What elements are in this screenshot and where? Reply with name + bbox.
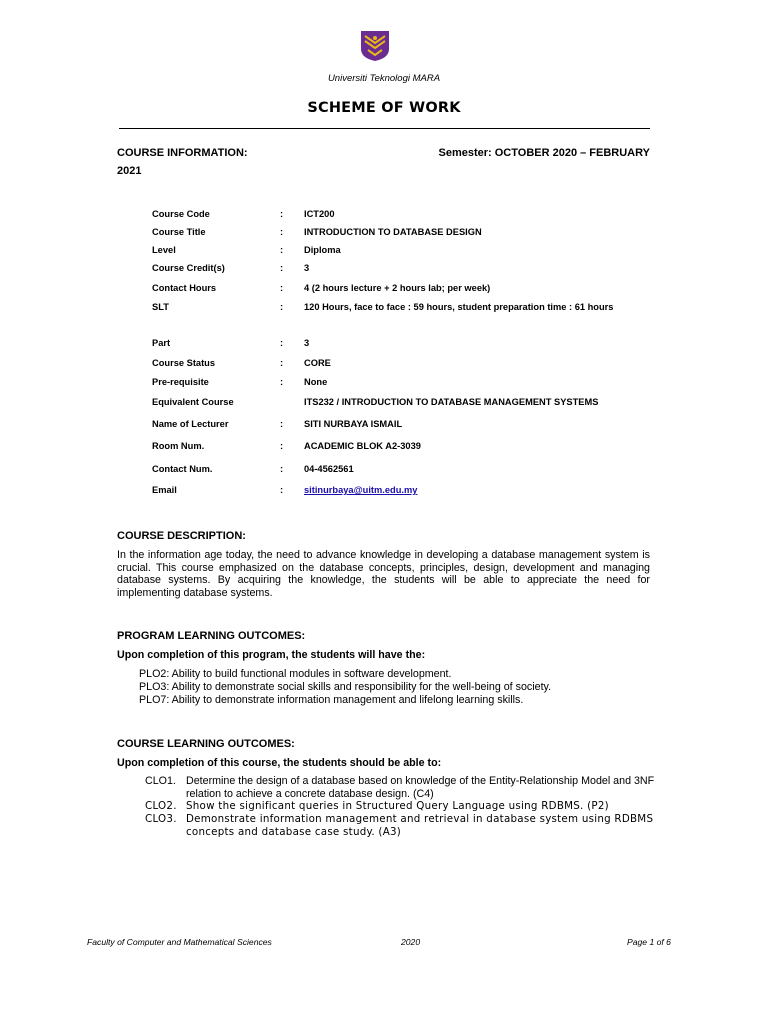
info-separator: : bbox=[280, 209, 284, 219]
info-value: 04-4562561 bbox=[304, 464, 354, 474]
info-label: Name of Lecturer bbox=[152, 419, 229, 429]
info-separator: : bbox=[280, 338, 284, 348]
plo-intro: Upon completion of this program, the students will have the: bbox=[117, 649, 426, 661]
info-value: ICT200 bbox=[304, 209, 335, 219]
plo-item: PLO7: Ability to demonstrate information management and lifelong learning skills. bbox=[139, 694, 524, 706]
info-separator: : bbox=[280, 302, 284, 312]
info-label: Course Status bbox=[152, 358, 216, 368]
info-separator: : bbox=[280, 441, 284, 451]
info-separator: : bbox=[280, 485, 284, 495]
info-label: Contact Hours bbox=[152, 283, 217, 293]
course-description-heading: COURSE DESCRIPTION: bbox=[117, 530, 246, 542]
info-separator: : bbox=[280, 464, 284, 474]
plo-heading: PROGRAM LEARNING OUTCOMES: bbox=[117, 630, 306, 642]
info-value: None bbox=[304, 377, 328, 387]
clo-text: Show the significant queries in Structured Query Language using RDBMS. (P2) bbox=[186, 800, 609, 812]
info-value-slt: 120 Hours, face to face : 59 hours, student preparation time : 61 hours bbox=[304, 302, 614, 312]
clo-code: CLO3. bbox=[145, 813, 177, 825]
uitm-logo-icon bbox=[359, 30, 391, 62]
info-value: Diploma bbox=[304, 245, 341, 255]
info-label: Email bbox=[152, 485, 177, 495]
clo-text: Determine the design of a database based on knowledge of the Entity-Relationship Model and 3NF relation to achieve a concrete database design. (C4) bbox=[186, 775, 655, 800]
info-label: Contact Num. bbox=[152, 464, 213, 474]
info-label: Equivalent Course bbox=[152, 397, 234, 407]
title-divider bbox=[119, 128, 650, 129]
info-value: 3 bbox=[304, 263, 310, 273]
course-info-heading: COURSE INFORMATION: bbox=[117, 147, 248, 159]
info-value: ACADEMIC BLOK A2-3039 bbox=[304, 441, 421, 451]
info-value: CORE bbox=[304, 358, 331, 368]
info-label: Level bbox=[152, 245, 176, 255]
info-value: INTRODUCTION TO DATABASE DESIGN bbox=[304, 227, 482, 237]
info-separator: : bbox=[280, 245, 284, 255]
plo-item: PLO2: Ability to build functional modules in software development. bbox=[139, 668, 452, 680]
info-separator: : bbox=[280, 227, 284, 237]
info-separator: : bbox=[280, 283, 284, 293]
semester-label: Semester: OCTOBER 2020 – FEBRUARY bbox=[438, 147, 650, 159]
footer-page-number: Page 1 of 6 bbox=[627, 937, 671, 947]
info-label: Course Code bbox=[152, 209, 210, 219]
clo-code: CLO2. bbox=[145, 800, 177, 812]
info-value: ITS232 / INTRODUCTION TO DATABASE MANAGEMENT SYSTEMS bbox=[304, 397, 599, 407]
info-label: Room Num. bbox=[152, 441, 205, 451]
info-separator: : bbox=[280, 377, 284, 387]
clo-code: CLO1. bbox=[145, 775, 176, 787]
footer-faculty: Faculty of Computer and Mathematical Sciences bbox=[87, 937, 272, 947]
info-value: SITI NURBAYA ISMAIL bbox=[304, 419, 403, 429]
info-separator: : bbox=[280, 419, 284, 429]
university-name: Universiti Teknologi MARA bbox=[327, 73, 441, 84]
footer-year: 2020 bbox=[401, 937, 421, 947]
info-value: 4 (2 hours lecture + 2 hours lab; per week) bbox=[304, 283, 491, 293]
clo-heading: COURSE LEARNING OUTCOMES: bbox=[117, 738, 295, 750]
course-description-text: In the information age today, the need to advance knowledge in developing a database management system is crucial. This course emphasized on the database concepts, principles, design, development and managing database systems. By acquiring the knowledge, the students will be able to appreciate the need for implementing database systems. bbox=[117, 549, 650, 599]
info-label: Course Credit(s) bbox=[152, 263, 225, 273]
info-separator: : bbox=[280, 263, 284, 273]
email-link[interactable]: sitinurbaya@uitm.edu.my bbox=[304, 485, 418, 495]
info-separator: : bbox=[280, 358, 284, 368]
clo-text: Demonstrate information management and retrieval in database system using RDBMS concepts and database case study. (A3) bbox=[186, 813, 654, 838]
semester-year: 2021 bbox=[117, 165, 142, 177]
info-label: SLT bbox=[152, 302, 169, 312]
clo-intro: Upon completion of this course, the students should be able to: bbox=[117, 757, 442, 769]
info-label: Part bbox=[152, 338, 171, 348]
page-title: SCHEME OF WORK bbox=[307, 100, 461, 116]
plo-item: PLO3: Ability to demonstrate social skills and responsibility for the well-being of society. bbox=[139, 681, 552, 693]
info-value: 3 bbox=[304, 338, 310, 348]
info-label: Course Title bbox=[152, 227, 206, 237]
info-label: Pre-requisite bbox=[152, 377, 209, 387]
